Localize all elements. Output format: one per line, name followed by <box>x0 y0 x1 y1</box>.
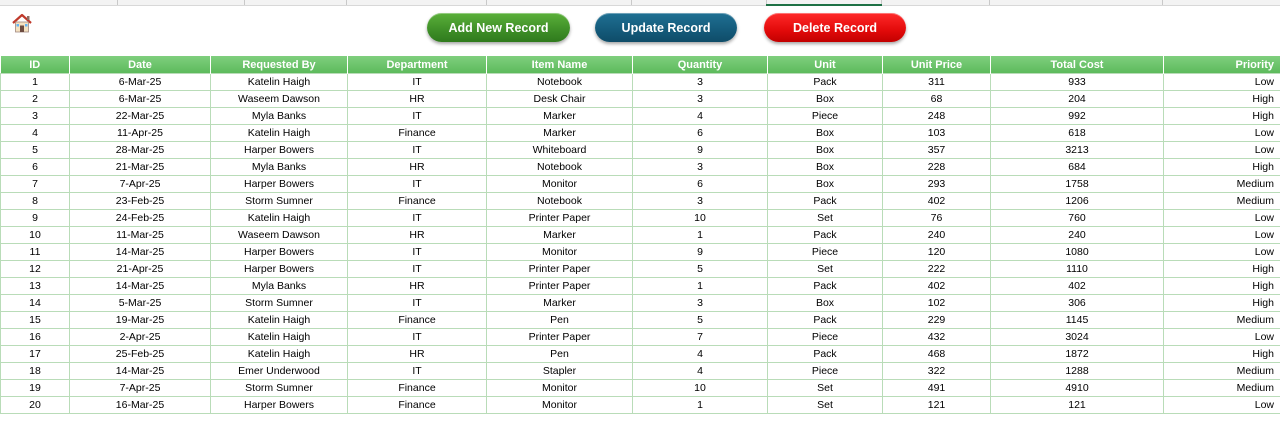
cell-priority[interactable]: High <box>1164 159 1280 176</box>
cell-id[interactable]: 15 <box>1 312 70 329</box>
column-divider <box>117 0 118 5</box>
cell-quantity[interactable]: 4 <box>633 346 768 363</box>
update-record-button[interactable]: Update Record <box>595 13 737 42</box>
column-header-unit-price[interactable]: Unit Price <box>883 56 991 74</box>
cell-unit[interactable]: Piece <box>768 363 883 380</box>
cell-department[interactable]: HR <box>348 159 487 176</box>
cell-priority[interactable]: Medium <box>1164 193 1280 210</box>
cell-unit[interactable]: Set <box>768 261 883 278</box>
table-row <box>1 380 1280 397</box>
cell-unit[interactable]: Pack <box>768 74 883 91</box>
cell-department[interactable]: IT <box>348 176 487 193</box>
cell-date[interactable]: 19-Mar-25 <box>70 312 211 329</box>
table-row <box>1 397 1280 414</box>
cell-priority[interactable]: High <box>1164 346 1280 363</box>
cell-priority[interactable]: Low <box>1164 74 1280 91</box>
cell-quantity[interactable]: 3 <box>633 295 768 312</box>
cell-total-cost[interactable]: 306 <box>991 295 1164 312</box>
cell-item-name[interactable]: Marker <box>487 108 633 125</box>
cell-id[interactable]: 20 <box>1 397 70 414</box>
cell-department[interactable]: Finance <box>348 193 487 210</box>
table-row <box>1 176 1280 193</box>
cell-unit-price[interactable]: 228 <box>883 159 991 176</box>
table-row <box>1 312 1280 329</box>
cell-id[interactable]: 4 <box>1 125 70 142</box>
cell-priority[interactable]: Medium <box>1164 363 1280 380</box>
cell-priority[interactable]: Low <box>1164 210 1280 227</box>
cell-date[interactable]: 2-Apr-25 <box>70 329 211 346</box>
add-new-record-button[interactable]: Add New Record <box>427 13 570 42</box>
cell-unit-price[interactable]: 121 <box>883 397 991 414</box>
cell-quantity[interactable]: 9 <box>633 244 768 261</box>
cell-date[interactable]: 6-Mar-25 <box>70 74 211 91</box>
column-divider <box>346 0 347 5</box>
cell-unit-price[interactable]: 357 <box>883 142 991 159</box>
cell-requested-by[interactable]: Storm Sumner <box>211 295 348 312</box>
table-row <box>1 346 1280 363</box>
cell-date[interactable]: 25-Feb-25 <box>70 346 211 363</box>
cell-requested-by[interactable]: Katelin Haigh <box>211 346 348 363</box>
cell-unit-price[interactable]: 103 <box>883 125 991 142</box>
delete-record-button[interactable]: Delete Record <box>764 13 906 42</box>
cell-unit[interactable]: Box <box>768 125 883 142</box>
cell-item-name[interactable]: Notebook <box>487 193 633 210</box>
cell-quantity[interactable]: 4 <box>633 363 768 380</box>
cell-date[interactable]: 21-Mar-25 <box>70 159 211 176</box>
cell-date[interactable]: 11-Apr-25 <box>70 125 211 142</box>
cell-quantity[interactable]: 9 <box>633 142 768 159</box>
cell-date[interactable]: 14-Mar-25 <box>70 278 211 295</box>
cell-id[interactable]: 10 <box>1 227 70 244</box>
cell-quantity[interactable]: 6 <box>633 125 768 142</box>
records-table <box>0 56 1280 414</box>
cell-item-name[interactable]: Marker <box>487 227 633 244</box>
cell-item-name[interactable]: Printer Paper <box>487 261 633 278</box>
cell-department[interactable]: HR <box>348 278 487 295</box>
cell-date[interactable]: 14-Mar-25 <box>70 363 211 380</box>
cell-item-name[interactable]: Printer Paper <box>487 329 633 346</box>
cell-department[interactable]: IT <box>348 108 487 125</box>
cell-priority[interactable]: Low <box>1164 142 1280 159</box>
cell-department[interactable]: IT <box>348 295 487 312</box>
cell-date[interactable]: 22-Mar-25 <box>70 108 211 125</box>
cell-department[interactable]: IT <box>348 74 487 91</box>
cell-priority[interactable]: High <box>1164 295 1280 312</box>
top-ribbon-edge <box>0 0 1280 6</box>
cell-item-name[interactable]: Pen <box>487 346 633 363</box>
cell-unit[interactable]: Box <box>768 91 883 108</box>
cell-department[interactable]: Finance <box>348 397 487 414</box>
cell-unit[interactable]: Box <box>768 159 883 176</box>
cell-quantity[interactable]: 3 <box>633 91 768 108</box>
cell-requested-by[interactable]: Harper Bowers <box>211 244 348 261</box>
cell-date[interactable]: 14-Mar-25 <box>70 244 211 261</box>
cell-total-cost[interactable]: 4910 <box>991 380 1164 397</box>
cell-id[interactable]: 8 <box>1 193 70 210</box>
table-row <box>1 210 1280 227</box>
cell-unit[interactable]: Box <box>768 176 883 193</box>
cell-item-name[interactable]: Marker <box>487 295 633 312</box>
cell-department[interactable]: IT <box>348 210 487 227</box>
cell-department[interactable]: IT <box>348 142 487 159</box>
cell-quantity[interactable]: 6 <box>633 176 768 193</box>
cell-item-name[interactable]: Monitor <box>487 244 633 261</box>
cell-item-name[interactable]: Whiteboard <box>487 142 633 159</box>
cell-unit-price[interactable]: 240 <box>883 227 991 244</box>
table-row <box>1 142 1280 159</box>
cell-unit-price[interactable]: 102 <box>883 295 991 312</box>
cell-priority[interactable]: High <box>1164 261 1280 278</box>
column-divider <box>244 0 245 5</box>
cell-department[interactable]: IT <box>348 261 487 278</box>
cell-total-cost[interactable]: 121 <box>991 397 1164 414</box>
cell-unit[interactable]: Pack <box>768 193 883 210</box>
cell-department[interactable]: HR <box>348 346 487 363</box>
cell-item-name[interactable]: Monitor <box>487 397 633 414</box>
cell-total-cost[interactable]: 1288 <box>991 363 1164 380</box>
cell-id[interactable]: 14 <box>1 295 70 312</box>
cell-item-name[interactable]: Desk Chair <box>487 91 633 108</box>
cell-total-cost[interactable]: 1758 <box>991 176 1164 193</box>
cell-unit-price[interactable]: 293 <box>883 176 991 193</box>
column-divider <box>631 0 632 5</box>
table-header-row <box>1 56 1280 74</box>
column-header-item-name[interactable]: Item Name <box>487 56 633 74</box>
cell-date[interactable]: 7-Apr-25 <box>70 176 211 193</box>
cell-total-cost[interactable]: 1110 <box>991 261 1164 278</box>
table-row <box>1 227 1280 244</box>
cell-item-name[interactable]: Marker <box>487 125 633 142</box>
cell-item-name[interactable]: Monitor <box>487 176 633 193</box>
cell-requested-by[interactable]: Myla Banks <box>211 108 348 125</box>
cell-unit-price[interactable]: 402 <box>883 278 991 295</box>
column-header-date[interactable]: Date <box>70 56 211 74</box>
cell-id[interactable]: 9 <box>1 210 70 227</box>
cell-department[interactable]: Finance <box>348 312 487 329</box>
cell-unit-price[interactable]: 120 <box>883 244 991 261</box>
cell-priority[interactable]: High <box>1164 91 1280 108</box>
cell-id[interactable]: 3 <box>1 108 70 125</box>
cell-requested-by[interactable]: Waseem Dawson <box>211 227 348 244</box>
cell-total-cost[interactable]: 933 <box>991 74 1164 91</box>
cell-date[interactable]: 24-Feb-25 <box>70 210 211 227</box>
cell-requested-by[interactable]: Harper Bowers <box>211 397 348 414</box>
table-row <box>1 295 1280 312</box>
column-header-quantity[interactable]: Quantity <box>633 56 768 74</box>
cell-unit[interactable]: Piece <box>768 329 883 346</box>
cell-unit[interactable]: Set <box>768 397 883 414</box>
cell-total-cost[interactable]: 1145 <box>991 312 1164 329</box>
cell-priority[interactable]: Low <box>1164 329 1280 346</box>
cell-department[interactable]: HR <box>348 91 487 108</box>
cell-quantity[interactable]: 5 <box>633 312 768 329</box>
table-row <box>1 125 1280 142</box>
cell-requested-by[interactable]: Katelin Haigh <box>211 210 348 227</box>
cell-requested-by[interactable]: Katelin Haigh <box>211 74 348 91</box>
cell-id[interactable]: 18 <box>1 363 70 380</box>
table-row <box>1 278 1280 295</box>
cell-priority[interactable]: Medium <box>1164 312 1280 329</box>
cell-requested-by[interactable]: Harper Bowers <box>211 176 348 193</box>
cell-unit[interactable]: Pack <box>768 312 883 329</box>
cell-total-cost[interactable]: 684 <box>991 159 1164 176</box>
cell-quantity[interactable]: 3 <box>633 159 768 176</box>
cell-quantity[interactable]: 1 <box>633 227 768 244</box>
cell-total-cost[interactable]: 402 <box>991 278 1164 295</box>
cell-requested-by[interactable]: Harper Bowers <box>211 261 348 278</box>
cell-item-name[interactable]: Pen <box>487 312 633 329</box>
column-header-total-cost[interactable]: Total Cost <box>991 56 1164 74</box>
cell-unit[interactable]: Pack <box>768 227 883 244</box>
cell-department[interactable]: HR <box>348 227 487 244</box>
cell-unit-price[interactable]: 248 <box>883 108 991 125</box>
cell-id[interactable]: 11 <box>1 244 70 261</box>
cell-quantity[interactable]: 7 <box>633 329 768 346</box>
cell-quantity[interactable]: 10 <box>633 210 768 227</box>
cell-date[interactable]: 11-Mar-25 <box>70 227 211 244</box>
cell-total-cost[interactable]: 204 <box>991 91 1164 108</box>
cell-unit[interactable]: Set <box>768 210 883 227</box>
cell-quantity[interactable]: 1 <box>633 397 768 414</box>
cell-unit-price[interactable]: 229 <box>883 312 991 329</box>
cell-item-name[interactable]: Printer Paper <box>487 278 633 295</box>
cell-id[interactable]: 1 <box>1 74 70 91</box>
cell-unit-price[interactable]: 432 <box>883 329 991 346</box>
cell-date[interactable]: 21-Apr-25 <box>70 261 211 278</box>
cell-date[interactable]: 7-Apr-25 <box>70 380 211 397</box>
cell-item-name[interactable]: Printer Paper <box>487 210 633 227</box>
column-header-unit[interactable]: Unit <box>768 56 883 74</box>
cell-quantity[interactable]: 4 <box>633 108 768 125</box>
cell-id[interactable]: 12 <box>1 261 70 278</box>
cell-priority[interactable]: High <box>1164 278 1280 295</box>
cell-quantity[interactable]: 1 <box>633 278 768 295</box>
cell-quantity[interactable]: 5 <box>633 261 768 278</box>
cell-date[interactable]: 28-Mar-25 <box>70 142 211 159</box>
cell-unit-price[interactable]: 311 <box>883 74 991 91</box>
cell-total-cost[interactable]: 3213 <box>991 142 1164 159</box>
cell-item-name[interactable]: Notebook <box>487 74 633 91</box>
cell-requested-by[interactable]: Myla Banks <box>211 159 348 176</box>
cell-unit-price[interactable]: 68 <box>883 91 991 108</box>
cell-date[interactable]: 16-Mar-25 <box>70 397 211 414</box>
table-row <box>1 74 1280 91</box>
cell-id[interactable]: 5 <box>1 142 70 159</box>
column-header-priority[interactable]: Priority <box>1164 56 1280 74</box>
cell-total-cost[interactable]: 1206 <box>991 193 1164 210</box>
cell-priority[interactable]: High <box>1164 108 1280 125</box>
cell-quantity[interactable]: 10 <box>633 380 768 397</box>
cell-department[interactable]: IT <box>348 329 487 346</box>
cell-priority[interactable]: Low <box>1164 125 1280 142</box>
cell-total-cost[interactable]: 992 <box>991 108 1164 125</box>
selected-cell-indicator <box>766 0 882 6</box>
cell-id[interactable]: 2 <box>1 91 70 108</box>
cell-unit[interactable]: Box <box>768 295 883 312</box>
cell-id[interactable]: 7 <box>1 176 70 193</box>
table-row <box>1 244 1280 261</box>
cell-unit-price[interactable]: 468 <box>883 346 991 363</box>
cell-total-cost[interactable]: 618 <box>991 125 1164 142</box>
cell-item-name[interactable]: Monitor <box>487 380 633 397</box>
cell-quantity[interactable]: 3 <box>633 74 768 91</box>
home-icon[interactable] <box>10 11 34 35</box>
cell-item-name[interactable]: Notebook <box>487 159 633 176</box>
cell-requested-by[interactable]: Emer Underwood <box>211 363 348 380</box>
cell-unit[interactable]: Pack <box>768 346 883 363</box>
cell-requested-by[interactable]: Harper Bowers <box>211 142 348 159</box>
column-divider <box>486 0 487 5</box>
cell-priority[interactable]: Low <box>1164 227 1280 244</box>
cell-total-cost[interactable]: 1080 <box>991 244 1164 261</box>
cell-id[interactable]: 6 <box>1 159 70 176</box>
cell-item-name[interactable]: Stapler <box>487 363 633 380</box>
table-row <box>1 108 1280 125</box>
cell-priority[interactable]: Low <box>1164 397 1280 414</box>
cell-date[interactable]: 5-Mar-25 <box>70 295 211 312</box>
column-divider <box>989 0 990 5</box>
table-row <box>1 329 1280 346</box>
cell-id[interactable]: 19 <box>1 380 70 397</box>
cell-requested-by[interactable]: Katelin Haigh <box>211 125 348 142</box>
cell-id[interactable]: 13 <box>1 278 70 295</box>
cell-date[interactable]: 23-Feb-25 <box>70 193 211 210</box>
cell-unit-price[interactable]: 76 <box>883 210 991 227</box>
cell-unit-price[interactable]: 402 <box>883 193 991 210</box>
cell-date[interactable]: 6-Mar-25 <box>70 91 211 108</box>
cell-unit[interactable]: Piece <box>768 108 883 125</box>
cell-total-cost[interactable]: 1872 <box>991 346 1164 363</box>
cell-requested-by[interactable]: Katelin Haigh <box>211 312 348 329</box>
table-body <box>1 74 1280 414</box>
cell-unit-price[interactable]: 222 <box>883 261 991 278</box>
cell-requested-by[interactable]: Storm Sumner <box>211 193 348 210</box>
cell-id[interactable]: 16 <box>1 329 70 346</box>
cell-total-cost[interactable]: 240 <box>991 227 1164 244</box>
cell-department[interactable]: Finance <box>348 380 487 397</box>
cell-unit[interactable]: Set <box>768 380 883 397</box>
table-row <box>1 363 1280 380</box>
cell-quantity[interactable]: 3 <box>633 193 768 210</box>
cell-id[interactable]: 17 <box>1 346 70 363</box>
table-row <box>1 261 1280 278</box>
column-header-department[interactable]: Department <box>348 56 487 74</box>
cell-unit[interactable]: Pack <box>768 278 883 295</box>
cell-requested-by[interactable]: Myla Banks <box>211 278 348 295</box>
cell-department[interactable]: IT <box>348 363 487 380</box>
column-header-id[interactable]: ID <box>1 56 70 74</box>
cell-requested-by[interactable]: Storm Sumner <box>211 380 348 397</box>
cell-total-cost[interactable]: 3024 <box>991 329 1164 346</box>
cell-unit[interactable]: Piece <box>768 244 883 261</box>
table-row <box>1 193 1280 210</box>
table-row <box>1 159 1280 176</box>
cell-unit[interactable]: Box <box>768 142 883 159</box>
cell-department[interactable]: IT <box>348 244 487 261</box>
column-header-requested-by[interactable]: Requested By <box>211 56 348 74</box>
cell-requested-by[interactable]: Waseem Dawson <box>211 91 348 108</box>
cell-priority[interactable]: Medium <box>1164 380 1280 397</box>
cell-requested-by[interactable]: Katelin Haigh <box>211 329 348 346</box>
cell-department[interactable]: Finance <box>348 125 487 142</box>
cell-priority[interactable]: Medium <box>1164 176 1280 193</box>
cell-total-cost[interactable]: 760 <box>991 210 1164 227</box>
table-row <box>1 91 1280 108</box>
cell-unit-price[interactable]: 322 <box>883 363 991 380</box>
cell-priority[interactable]: Low <box>1164 244 1280 261</box>
column-divider <box>1162 0 1163 5</box>
cell-unit-price[interactable]: 491 <box>883 380 991 397</box>
